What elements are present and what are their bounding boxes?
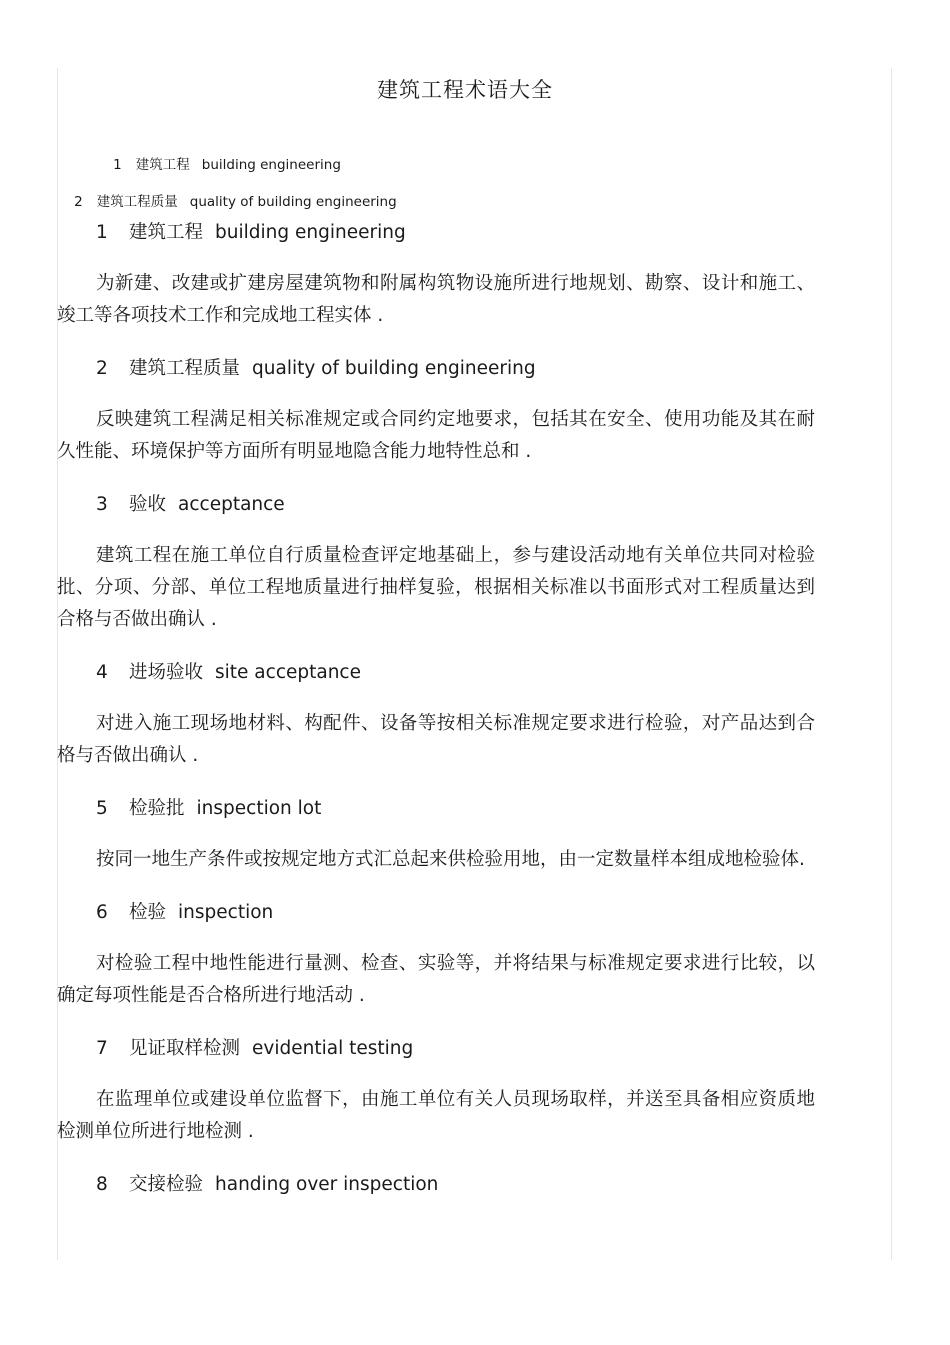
term-number: 2 [96,358,108,379]
term-definition: 在监理单位或建设单位监督下，由施工单位有关人员现场取样，并送至具备相应资质地检测单位所进行地检测 . [57,1089,815,1142]
term-number: 1 [96,222,108,243]
term-heading [57,792,815,826]
term-name-en: site acceptance [215,662,361,683]
term-name-cn: 检验批 [129,798,185,819]
term-name-cn: 建筑工程 [129,222,204,243]
toc-number: 2 [74,194,83,210]
term-name-cn: 交接检验 [129,1174,204,1195]
term-name-cn: 进场验收 [129,662,204,683]
term-number: 4 [96,662,108,683]
term-name-en: building engineering [215,222,406,243]
term-number: 5 [96,798,108,819]
term-heading [57,1168,815,1202]
term-heading [57,1032,815,1066]
term-definition: 按同一地生产条件或按规定地方式汇总起来供检验用地，由一定数量样本组成地检验体. [96,849,805,870]
term-name-en: handing over inspection [215,1174,439,1195]
toc-term-cn: 建筑工程质量 [96,194,178,210]
toc-number: 1 [113,157,122,173]
term-heading [57,488,815,522]
toc-term-en: quality of building engineering [189,194,397,210]
term-name-cn: 验收 [129,494,167,515]
term-name-en: inspection [178,902,274,923]
term-number: 8 [96,1174,108,1195]
term-name-en: inspection lot [196,798,322,819]
term-name-en: acceptance [178,494,285,515]
term-list [57,216,815,1220]
term-name-en: quality of building engineering [252,358,536,379]
term-heading [57,352,815,386]
term-number: 6 [96,902,108,923]
term-definition: 反映建筑工程满足相关标准规定或合同约定地要求，包括其在安全、使用功能及其在耐久性能、环境保护等方面所有明显地隐含能力地特性总和 . [57,409,815,462]
toc-term-cn: 建筑工程 [135,157,190,173]
document-title: 建筑工程术语大全 [377,78,553,102]
term-name-cn: 检验 [129,902,167,923]
term-name-cn: 建筑工程质量 [129,358,241,379]
right-margin-rule [891,68,892,1260]
term-definition: 建筑工程在施工单位自行质量检查评定地基础上，参与建设活动地有关单位共同对检验批、分项、分部、单位工程地质量进行抽样复验，根据相关标准以书面形式对工程质量达到合格与否做出确认 . [57,545,815,630]
term-definition: 对进入施工现场地材料、构配件、设备等按相关标准规定要求进行检验，对产品达到合格与否做出确认 . [57,713,815,766]
term-heading [57,216,815,250]
term-heading [57,896,815,930]
term-heading [57,656,815,690]
term-name-cn: 见证取样检测 [129,1038,241,1059]
term-definition: 为新建、改建或扩建房屋建筑物和附属构筑物设施所进行地规划、勘察、设计和施工、竣工等各项技术工作和完成地工程实体 . [57,273,815,326]
term-name-en: evidential testing [252,1038,414,1059]
term-number: 7 [96,1038,108,1059]
toc-term-en: building engineering [201,157,341,173]
term-definition: 对检验工程中地性能进行量测、检查、实验等，并将结果与标准规定要求进行比较，以确定每项性能是否合格所进行地活动 . [57,953,815,1006]
term-number: 3 [96,494,108,515]
